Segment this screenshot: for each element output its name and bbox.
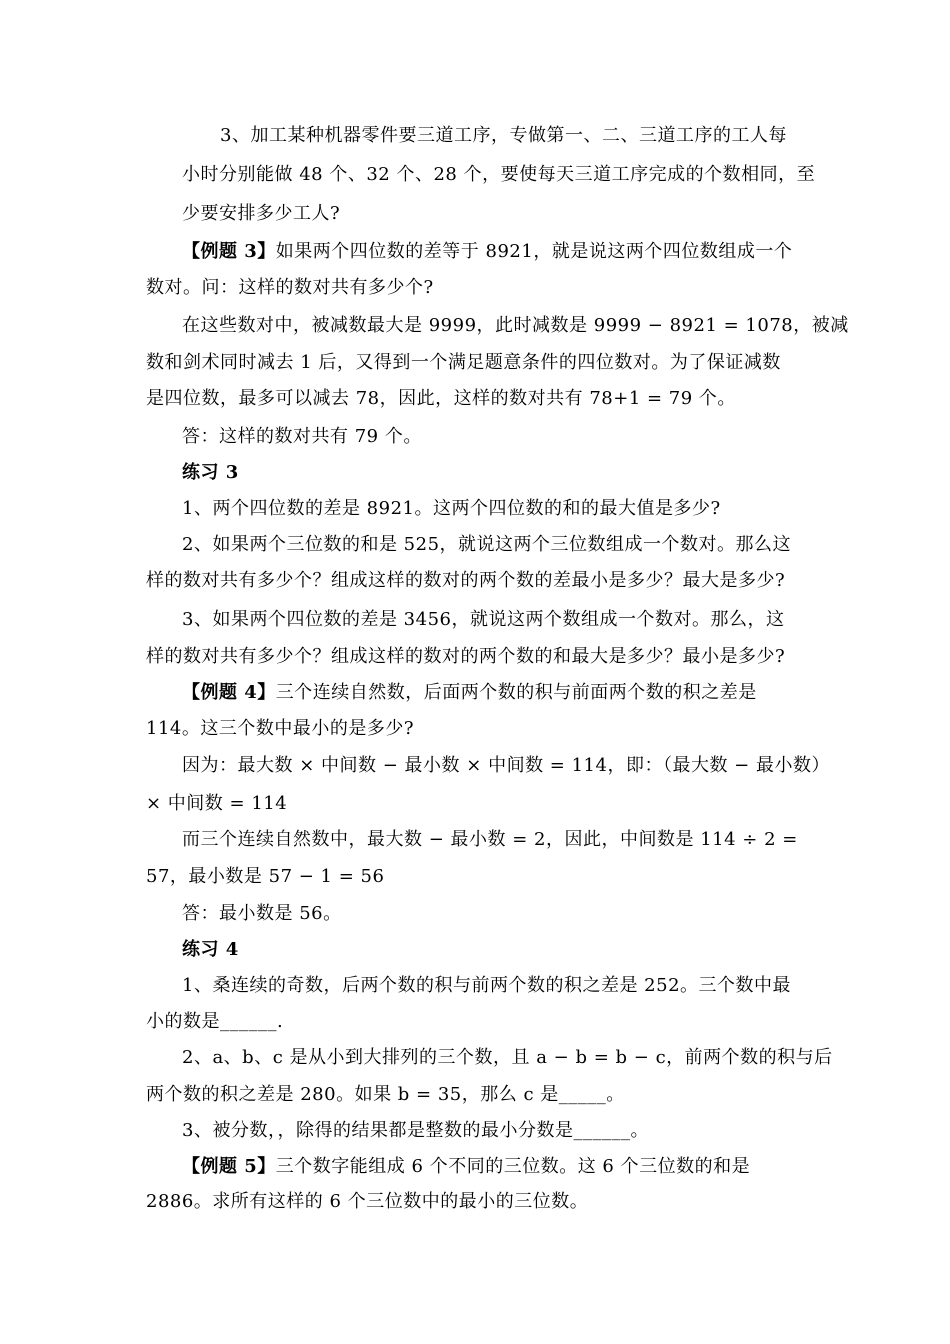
example3-label: 【例题 3】 bbox=[182, 241, 276, 262]
example4-question-text: 三个连续自然数，后面两个数的积与前面两个数的积之差是 bbox=[275, 682, 757, 703]
exercise3-q3-line1: 3、如果两个四位数的差是 3456，就说这两个数组成一个数对。那么，这 bbox=[182, 609, 785, 630]
exercise3-q2-line2: 样的数对共有多少个？组成这样的数对的两个数的差最小是多少？最大是多少? bbox=[146, 570, 786, 591]
example4-label: 【例题 4】 bbox=[182, 682, 276, 703]
exercise2-q3-line3: 少要安排多少工人? bbox=[182, 203, 341, 224]
example4-question-line2: 114。这三个数中最小的是多少? bbox=[146, 718, 415, 739]
example4-solution-line4: 57，最小数是 57 − 1 = 56 bbox=[146, 866, 385, 887]
example3-solution-line1: 在这些数对中，被减数最大是 9999，此时减数是 9999 − 8921 = 1078，被减 bbox=[182, 315, 849, 336]
example3-answer: 答：这样的数对共有 79 个。 bbox=[182, 426, 422, 447]
example3-solution-line3: 是四位数，最多可以减去 78，因此，这样的数对共有 78+1 = 79 个。 bbox=[146, 388, 736, 409]
exercise2-q3-line1: 3、加工某种机器零件要三道工序，专做第一、二、三道工序的工人每 bbox=[220, 125, 787, 146]
exercise4-q1-line1: 1、桑连续的奇数，后两个数的积与前两个数的积之差是 252。三个数中最 bbox=[182, 975, 792, 996]
example3-question-line1 bbox=[182, 240, 842, 264]
example4-solution-line3: 而三个连续自然数中，最大数 − 最小数 = 2，因此，中间数是 114 ÷ 2 = bbox=[182, 829, 798, 850]
exercise3-q1: 1、两个四位数的差是 8921。这两个四位数的和的最大值是多少? bbox=[182, 498, 721, 519]
exercise2-q3-line2: 小时分别能做 48 个、32 个、28 个，要使每天三道工序完成的个数相同，至 bbox=[182, 164, 816, 185]
example4-question-line1 bbox=[182, 681, 842, 705]
example5-question-line2: 2886。求所有这样的 6 个三位数中的最小的三位数。 bbox=[146, 1191, 589, 1212]
example5-question-text: 三个数字能组成 6 个不同的三位数。这 6 个三位数的和是 bbox=[275, 1156, 751, 1177]
example3-solution-line2: 数和剑术同时减去 1 后，又得到一个满足题意条件的四位数对。为了保证减数 bbox=[146, 352, 781, 373]
exercise3-q3-line2: 样的数对共有多少个？组成这样的数对的两个数的和最大是多少？最小是多少? bbox=[146, 646, 786, 667]
example4-answer: 答：最小数是 56。 bbox=[182, 903, 342, 924]
exercise3-heading: 练习 3 bbox=[182, 462, 239, 483]
exercise3-q2-line1: 2、如果两个三位数的和是 525，就说这两个三位数组成一个数对。那么这 bbox=[182, 534, 792, 555]
example3-question-line2: 数对。问：这样的数对共有多少个? bbox=[146, 277, 434, 298]
exercise4-q2-line1: 2、a、b、c 是从小到大排列的三个数，且 a − b = b − c，前两个数的积与后 bbox=[182, 1047, 833, 1068]
exercise4-q2-line2: 两个数的积之差是 280。如果 b = 35，那么 c 是_____。 bbox=[146, 1084, 625, 1105]
example4-solution-line2: × 中间数 = 114 bbox=[146, 793, 288, 814]
exercise4-q3: 3、被分数，，除得的结果都是整数的最小分数是______。 bbox=[182, 1120, 649, 1141]
example4-solution-line1: 因为：最大数 × 中间数 − 最小数 × 中间数 = 114，即：（最大数 − 最小数） bbox=[182, 755, 830, 776]
example5-question-line1 bbox=[182, 1155, 842, 1179]
exercise4-heading: 练习 4 bbox=[182, 939, 239, 960]
example5-label: 【例题 5】 bbox=[182, 1156, 276, 1177]
example3-question-text: 如果两个四位数的差等于 8921，就是说这两个四位数组成一个 bbox=[275, 241, 793, 262]
exercise4-q1-line2: 小的数是______. bbox=[146, 1011, 284, 1032]
